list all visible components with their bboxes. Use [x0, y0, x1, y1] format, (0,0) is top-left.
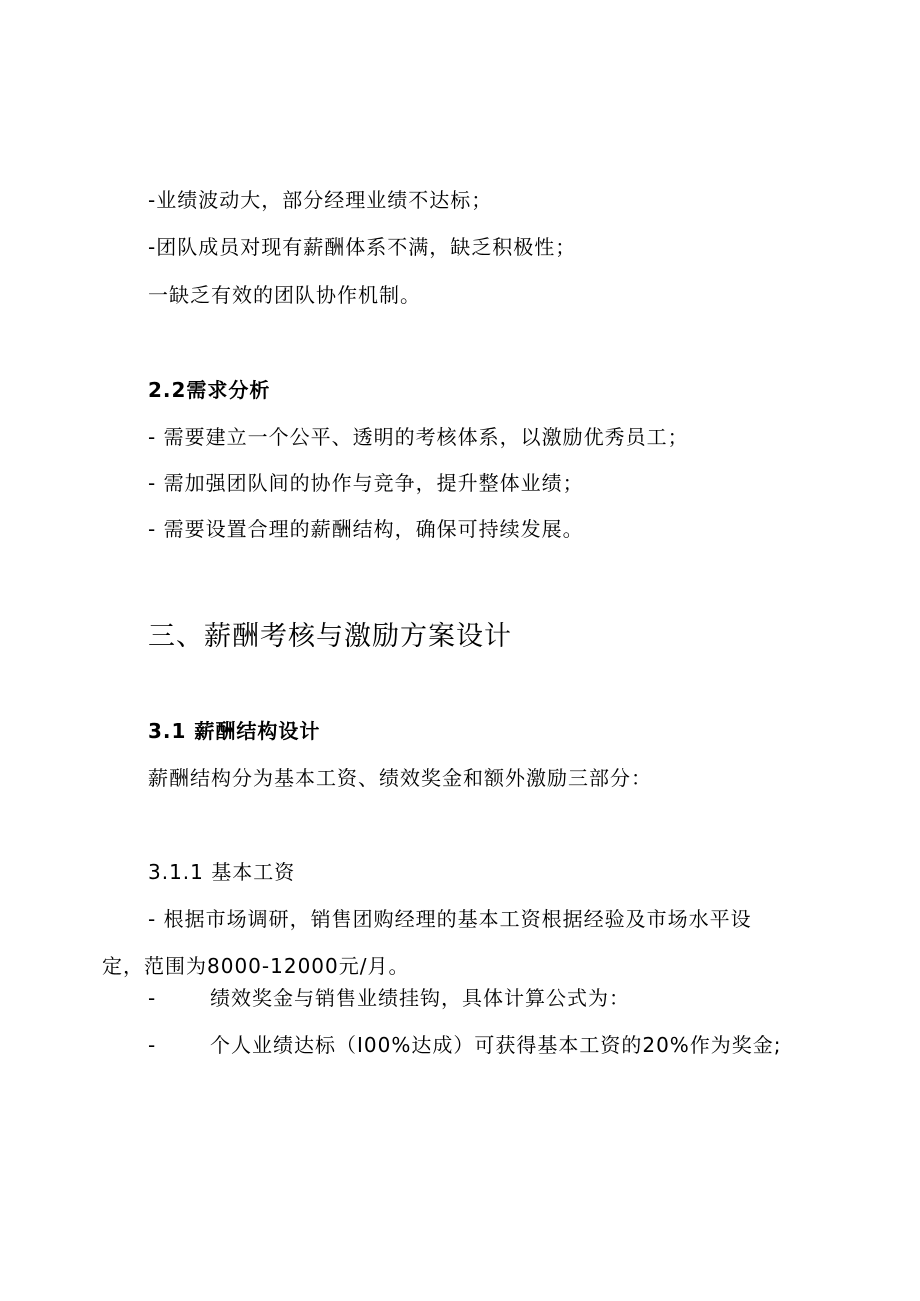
bonus-item-1: 绩效奖金与销售业绩挂钩，具体计算公式为： [210, 986, 630, 1010]
bullet-dash-1: - [148, 986, 156, 1010]
need-item-2: - 需加强团队间的协作与竞争，提升整体业绩； [148, 471, 584, 495]
need-item-3: - 需要设置合理的薪酬结构，确保可持续发展。 [148, 517, 584, 541]
section-3-title: 三、薪酬考核与激励方案设计 [148, 621, 512, 652]
problem-item-2: -团队成员对现有薪酬体系不满，缺乏积极性； [148, 235, 577, 259]
base-salary-para-line-2: 定，范围为8000-12000元/月。 [102, 954, 410, 978]
problem-item-1: -业绩波动大，部分经理业绩不达标； [148, 188, 493, 212]
section-3-1-1-heading: 3.1.1 基本工资 [148, 860, 296, 884]
need-item-1: - 需要建立一个公平、透明的考核体系，以激励优秀员工； [148, 425, 689, 449]
bullet-dash-2: - [148, 1033, 156, 1057]
bonus-item-2: 个人业绩达标（I00%达成）可获得基本工资的20%作为奖金; [210, 1033, 782, 1057]
base-salary-para-line-1: - 根据市场调研，销售团购经理的基本工资根据经验及市场水平设 [148, 907, 752, 931]
section-3-1-intro: 薪酬结构分为基本工资、绩效奖金和额外激励三部分： [148, 766, 652, 790]
section-3-1-heading: 3.1 薪酬结构设计 [148, 719, 321, 743]
problem-item-3: 一缺乏有效的团队协作机制。 [148, 283, 421, 307]
section-2-2-heading: 2.2需求分析 [148, 378, 271, 402]
